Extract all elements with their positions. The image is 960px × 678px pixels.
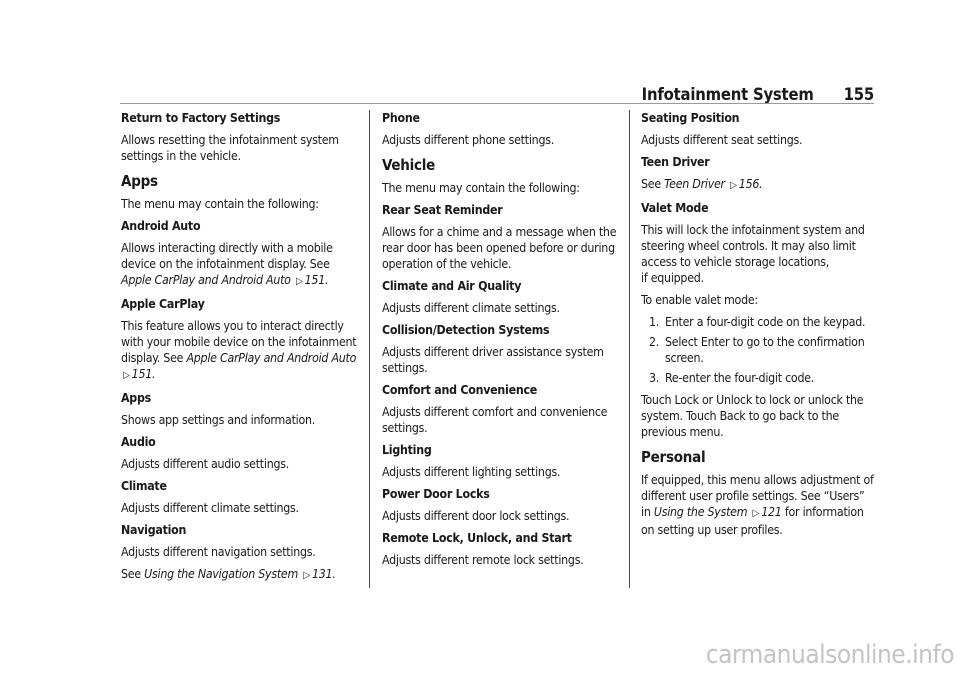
column-3 [641, 110, 877, 544]
page-reference-arrow-icon: ▷ [752, 508, 760, 519]
vehicle-section-title: Vehicle [382, 156, 436, 174]
apple-carplay-page[interactable]: 151. [131, 367, 156, 381]
remote-lock-heading: Remote Lock, Unlock, and Start [382, 531, 572, 545]
phone-text: Adjusts different phone settings. [382, 133, 554, 147]
valet-mode-text: This will lock the infotainment system and steering wheel controls. It may also limit access to vehicle storage locations, if equipped. [641, 223, 865, 285]
climate-text: Adjusts different climate settings. [121, 501, 299, 515]
factory-settings-heading: Return to Factory Settings [121, 111, 281, 125]
page-reference-arrow-icon: ▷ [303, 570, 310, 581]
column-divider-2 [629, 110, 630, 588]
column-divider-1 [369, 110, 370, 588]
android-auto-page[interactable]: 151. [304, 273, 329, 287]
navigation-page[interactable]: 131. [311, 567, 336, 581]
page-reference-arrow-icon: ▷ [295, 276, 303, 287]
apps-section-title: Apps [121, 172, 158, 190]
apple-carplay-heading: Apple CarPlay [121, 297, 205, 311]
climate-air-quality-text: Adjusts different climate settings. [382, 301, 560, 315]
collision-detection-heading: Collision/Detection Systems [382, 323, 550, 337]
personal-link[interactable]: Using the System [653, 505, 748, 519]
page-reference-arrow-icon: ▷ [730, 180, 737, 191]
comfort-convenience-heading: Comfort and Convenience [382, 383, 538, 397]
section-title: Infotainment System [641, 84, 814, 104]
seating-position-heading: Seating Position [641, 111, 740, 125]
teen-driver-heading: Teen Driver [641, 155, 710, 169]
personal-page[interactable]: 121 [761, 505, 782, 519]
android-auto-text: Allows interacting directly with a mobile device on the infotainment display. See Apple CarPlay and Android Auto ▷ 151. [121, 240, 357, 290]
apple-carplay-link[interactable]: Apple CarPlay and Android Auto [186, 351, 357, 365]
climate-air-quality-heading: Climate and Air Quality [382, 279, 522, 293]
comfort-convenience-text: Adjusts different comfort and convenience settings. [382, 405, 608, 435]
collision-detection-text: Adjusts different driver assistance system settings. [382, 345, 604, 375]
factory-settings-text: Allows resetting the infotainment system settings in the vehicle. [121, 133, 339, 163]
list-item: 1. Enter a four-digit code on the keypad. [648, 315, 866, 329]
personal-section-title: Personal [641, 448, 706, 466]
valet-touch-text: Touch Lock or Unlock to lock or unlock the system. Touch Back to go back to the previous menu. [641, 393, 864, 439]
lighting-text: Adjusts different lighting settings. [382, 465, 561, 479]
valet-enable-text: To enable valet mode: [641, 293, 758, 307]
header-rule [120, 103, 874, 104]
rear-seat-reminder-text: Allows for a chime and a message when the rear door has been opened before or during operation of the vehicle. [382, 225, 617, 271]
remote-lock-text: Adjusts different remote lock settings. [382, 553, 584, 567]
column-2 [382, 110, 618, 574]
teen-driver-see: See Teen Driver ▷ 156. [641, 176, 877, 194]
page-reference-arrow-icon: ▷ [123, 370, 130, 381]
seating-position-text: Adjusts different seat settings. [641, 133, 803, 147]
android-auto-link[interactable]: Apple CarPlay and Android Auto [121, 273, 291, 287]
phone-heading: Phone [382, 111, 420, 125]
power-door-locks-heading: Power Door Locks [382, 487, 490, 501]
apps-text: Shows app settings and information. [121, 413, 316, 427]
page-number: 155 [843, 84, 874, 104]
personal-text: If equipped, this menu allows adjustment of different user profile settings. See “Users” in Using the System ▷ 121 for information on setting up user profiles. [641, 473, 874, 537]
power-door-locks-text: Adjusts different door lock settings. [382, 509, 570, 523]
navigation-see: See Using the Navigation System ▷ 131. [121, 566, 357, 584]
apple-carplay-text: This feature allows you to interact directly with your mobile device on the infotainment display. See Apple CarPlay and Android Auto ▷ 151. [121, 318, 357, 384]
rear-seat-reminder-heading: Rear Seat Reminder [382, 203, 503, 217]
teen-driver-page[interactable]: 156. [738, 177, 763, 191]
lighting-heading: Lighting [382, 443, 432, 457]
navigation-heading: Navigation [121, 523, 187, 537]
watermark: carmanualsonline.info [705, 640, 954, 670]
android-auto-heading: Android Auto [121, 219, 201, 233]
page-header [642, 83, 874, 105]
valet-steps-list [641, 314, 877, 386]
audio-text: Adjusts different audio settings. [121, 457, 290, 471]
climate-heading: Climate [121, 479, 167, 493]
teen-driver-link[interactable]: Teen Driver [664, 177, 725, 191]
navigation-text: Adjusts different navigation settings. [121, 545, 316, 559]
audio-heading: Audio [121, 435, 156, 449]
list-item: 2. Select Enter to go to the confirmation screen. [648, 335, 865, 365]
column-1 [121, 110, 357, 590]
apps-heading: Apps [121, 391, 151, 405]
list-item: 3. Re-enter the four-digit code. [648, 371, 815, 385]
apps-intro: The menu may contain the following: [121, 197, 319, 211]
vehicle-intro: The menu may contain the following: [382, 181, 580, 195]
valet-mode-heading: Valet Mode [641, 201, 709, 215]
navigation-link[interactable]: Using the Navigation System [144, 567, 299, 581]
